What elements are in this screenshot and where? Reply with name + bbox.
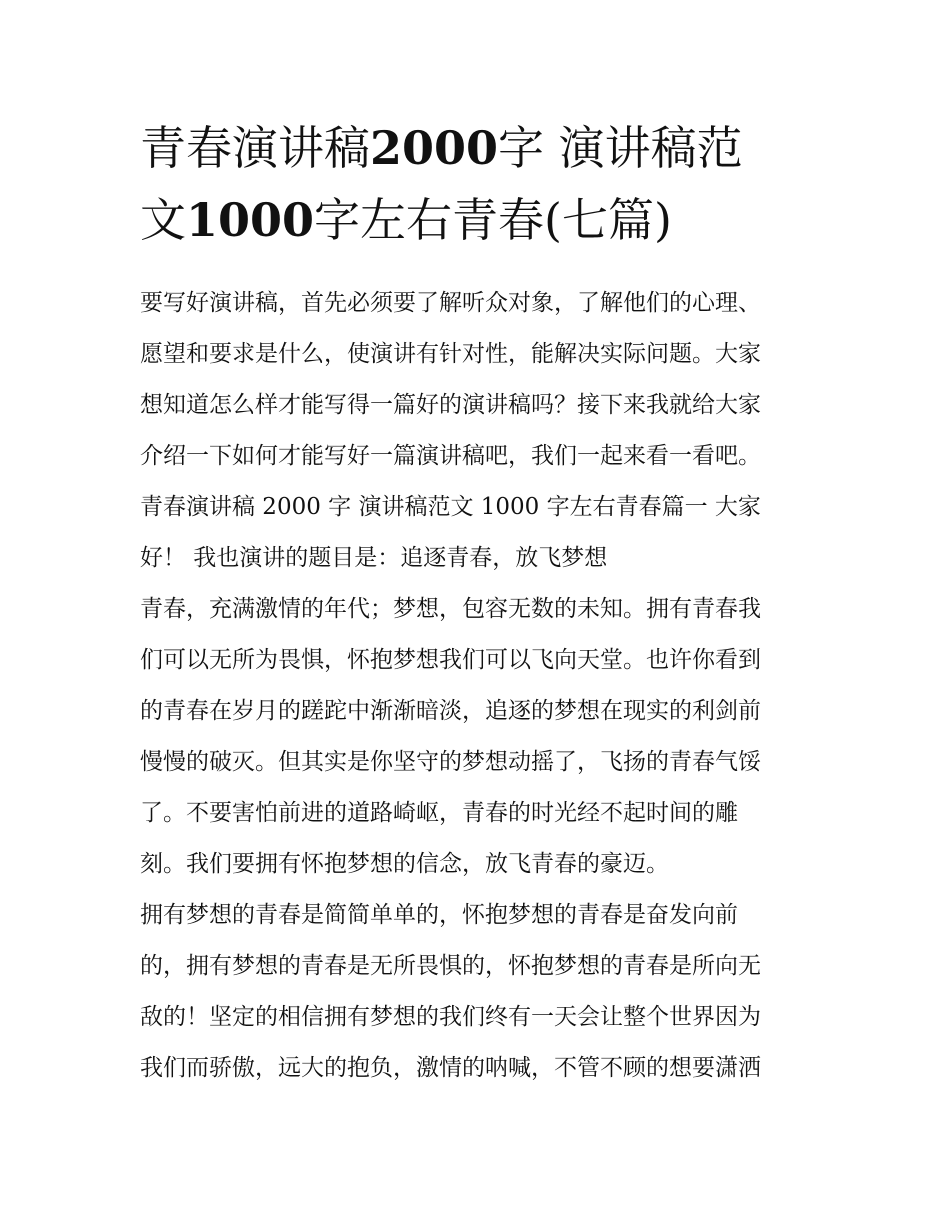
body-line: 了。不要害怕前进的道路崎岖，青春的时光经不起时间的雕 — [140, 800, 738, 826]
title-line-1-text-a: 青春演讲稿 — [140, 121, 370, 175]
body-line: 们可以无所为畏惧，怀抱梦想我们可以飞向天堂。也许你看到 — [140, 647, 761, 673]
title-line-1-text-c: 字 演讲稿范 — [498, 121, 743, 175]
title-line-2 — [140, 193, 672, 247]
body-line: 好！ 我也演讲的题目是：追逐青春，放飞梦想 — [140, 545, 608, 571]
document-title — [140, 112, 820, 256]
title-line-2-number: 1000 — [186, 193, 315, 247]
title-line-2-text-a: 文 — [140, 193, 186, 247]
title-line-1 — [140, 121, 743, 175]
body-line: 要写好演讲稿，首先必须要了解听众对象，了解他们的心理、 — [140, 290, 761, 316]
body-line: 拥有梦想的青春是简简单单的，怀抱梦想的青春是奋发向前 — [140, 902, 738, 928]
body-line: 愿望和要求是什么，使演讲有针对性，能解决实际问题。大家 — [140, 341, 761, 367]
body-line: 青春演讲稿 2000 字 演讲稿范文 1000 字左右青春篇一 大家 — [140, 494, 761, 520]
title-line-1-number: 2000 — [370, 121, 499, 175]
body-line: 的，拥有梦想的青春是无所畏惧的，怀抱梦想的青春是所向无 — [140, 953, 761, 979]
body-line: 介绍一下如何才能写好一篇演讲稿吧，我们一起来看一看吧。 — [140, 443, 761, 469]
body-line: 的青春在岁月的蹉跎中渐渐暗淡，追逐的梦想在现实的利剑前 — [140, 698, 761, 724]
title-line-2-text-c: 字左右青春(七篇) — [314, 193, 672, 247]
body-line: 青春，充满激情的年代；梦想，包容无数的未知。拥有青春我 — [140, 596, 761, 622]
body-line: 想知道怎么样才能写得一篇好的演讲稿吗？接下来我就给大家 — [140, 392, 761, 418]
body-line: 刻。我们要拥有怀抱梦想的信念，放飞青春的豪迈。 — [140, 851, 669, 877]
body-line: 敌的！坚定的相信拥有梦想的我们终有一天会让整个世界因为 — [140, 1004, 761, 1030]
body-line: 慢慢的破灭。但其实是你坚守的梦想动摇了，飞扬的青春气馁 — [140, 749, 761, 775]
document-body — [140, 278, 820, 1094]
body-line: 我们而骄傲，远大的抱负，激情的呐喊，不管不顾的想要潇洒 — [140, 1055, 761, 1081]
